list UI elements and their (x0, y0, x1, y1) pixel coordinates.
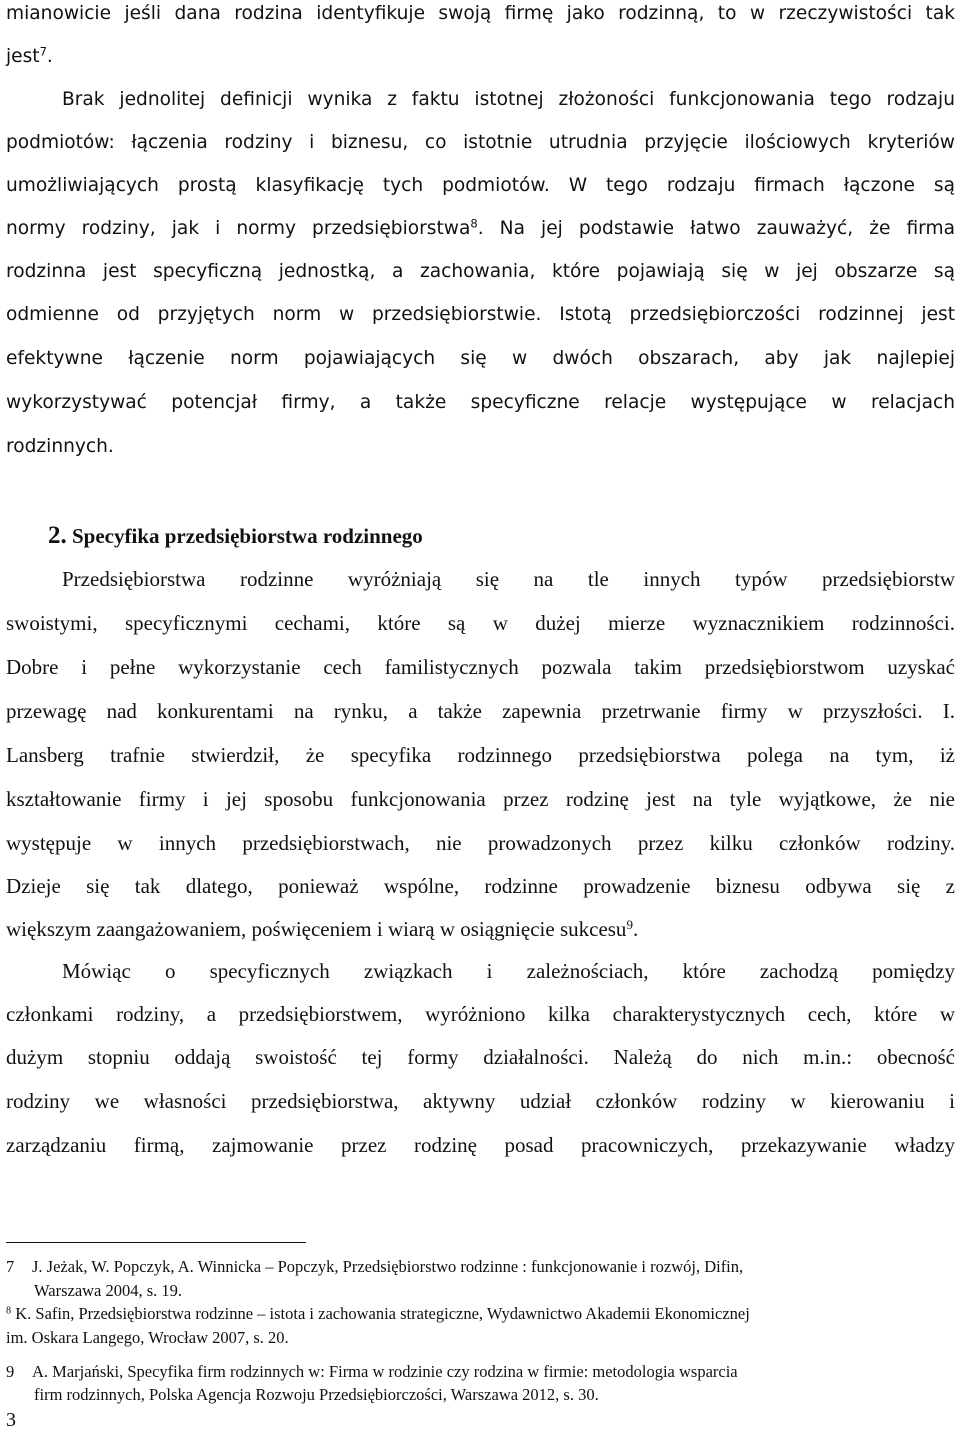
section-heading (48, 523, 423, 549)
footnote-8-continuation: im. Oskara Langego, Wrocław 2007, s. 20. (6, 1328, 289, 1347)
section-number: 2. (48, 522, 67, 549)
footnote-text: K. Safin, Przedsiębiorstwa rodzinne – istota i zachowania strategiczne, Wydawnictwo Akademii Ekonomicznej (15, 1304, 750, 1323)
footnote-8 (6, 1304, 955, 1324)
paragraph-line: rodzinnych. (6, 436, 114, 457)
paragraph-line: swoistymi, specyficznymi cechami, które są w dużej mierze wyznacznikiem rodzinności. (6, 611, 955, 635)
paragraph-line: podmiotów: łączenia rodziny i biznesu, co istotnie utrudnia przyjęcie ilościowych kryteriów (6, 132, 955, 153)
text-span: . (46, 46, 53, 67)
paragraph-line: umożliwiających prostą klasyfikację tych podmiotów. W tego rodzaju firmach łączone są (6, 175, 955, 196)
text-span: . (632, 917, 639, 941)
paragraph-line: Brak jednolitej definicji wynika z faktu istotnej złożoności funkcjonowania tego rodzaju (62, 89, 955, 110)
paragraph-line: Dzieje się tak dlatego, ponieważ wspólne, rodzinne prowadzenie biznesu odbywa się z (6, 874, 955, 898)
text-span: . Na jej podstawie łatwo zauważyć, że firma (477, 218, 956, 239)
footnote-ref-7[interactable]: 7 (39, 44, 47, 59)
section-title: Specyfika przedsiębiorstwa rodzinnego (72, 524, 423, 548)
footnote-7 (6, 1257, 955, 1277)
footnote-ref-8[interactable]: 8 (470, 216, 478, 231)
paragraph-line: Dobre i pełne wykorzystanie cech familistycznych pozwala takim przedsiębiorstwom uzyskać (6, 655, 955, 679)
paragraph-line: rodzinna jest specyficzną jednostką, a zachowania, które pojawiają się w jej obszarze są (6, 261, 955, 282)
footnote-text: A. Marjański, Specyfika firm rodzinnych w: Firma w rodzinie czy rodzina w firmie: metodologia wsparcia (32, 1362, 738, 1381)
footnote-7-continuation: Warszawa 2004, s. 19. (34, 1281, 183, 1300)
footnote-mark: 8 (6, 1305, 12, 1317)
paragraph-line (6, 916, 955, 942)
paragraph-line: Mówiąc o specyficznych związkach i zależnościach, które zachodzą pomiędzy (62, 959, 955, 983)
paragraph-line: dużym stopniu oddają swoistość tej formy działalności. Należą do nich m.in.: obecność (6, 1045, 955, 1069)
footnote-9-continuation: firm rodzinnych, Polska Agencja Rozwoju Przedsiębiorczości, Warszawa 2012, s. 30. (34, 1385, 599, 1404)
paragraph-line: występuje w innych przedsiębiorstwach, nie prowadzonych przez kilku członków rodziny. (6, 831, 955, 855)
footnote-text: J. Jeżak, W. Popczyk, A. Winnicka – Popczyk, Przedsiębiorstwo rodzinne : funkcjonowanie i rozwój, Difin, (32, 1257, 744, 1276)
footnote-separator (6, 1242, 306, 1243)
paragraph-line (6, 216, 955, 242)
paragraph-line: Lansberg trafnie stwierdził, że specyfika rodzinnego przedsiębiorstwa polega na tym, iż (6, 743, 955, 767)
paragraph-line: przewagę nad konkurentami na rynku, a także zapewnia przetrwanie firmy w przyszłości. I. (6, 699, 955, 723)
text-span: normy rodziny, jak i normy przedsiębiorstwa (6, 218, 471, 239)
paragraph-line: kształtowanie firmy i jej sposobu funkcjonowania przez rodzinę jest na tyle wyjątkowe, że nie (6, 787, 955, 811)
page-number: 3 (6, 1409, 16, 1431)
footnote-mark: 7 (6, 1257, 15, 1276)
paragraph-line: członkami rodziny, a przedsiębiorstwem, wyróżniono kilka charakterystycznych cech, które w (6, 1002, 955, 1026)
paragraph-line: Przedsiębiorstwa rodzinne wyróżniają się na tle innych typów przedsiębiorstw (62, 567, 955, 591)
paragraph-line (6, 44, 955, 70)
footnote-ref-9[interactable]: 9 (626, 916, 633, 932)
text-span: większym zaangażowaniem, poświęceniem i wiarą w osiągnięcie sukcesu (6, 917, 627, 941)
paragraph-line: rodziny we własności przedsiębiorstwa, aktywny udział członków rodziny w kierowaniu i (6, 1089, 955, 1113)
footnote-mark: 9 (6, 1362, 15, 1381)
paragraph-line: wykorzystywać potencjał firmy, a także specyficzne relacje występujące w relacjach (6, 392, 955, 413)
paragraph-line: zarządzaniu firmą, zajmowanie przez rodzinę posad pracowniczych, przekazywanie władzy (6, 1133, 955, 1157)
paragraph-line: efektywne łączenie norm pojawiających się w dwóch obszarach, aby jak najlepiej (6, 348, 955, 369)
text-span: jest (6, 46, 40, 67)
paragraph-line: mianowicie jeśli dana rodzina identyfikuje swoją firmę jako rodzinną, to w rzeczywistości tak (6, 3, 955, 24)
paragraph-line: odmienne od przyjętych norm w przedsiębiorstwie. Istotą przedsiębiorczości rodzinnej jest (6, 304, 955, 325)
footnote-9 (6, 1362, 955, 1382)
